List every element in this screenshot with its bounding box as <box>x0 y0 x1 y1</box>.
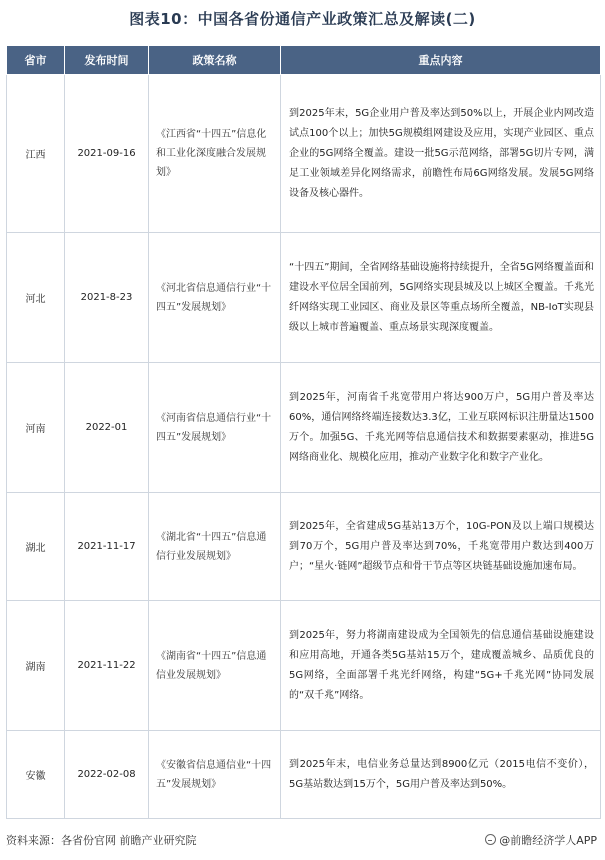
policy-table <box>6 45 601 819</box>
header-province: 省市 <box>7 46 65 75</box>
province-cell: 湖北 <box>7 493 65 601</box>
province-cell: 安徽 <box>7 731 65 819</box>
content-cell: 到2025年，全省建成5G基站13万个，10G-PON及以上端口规模达到70万个，5G用户普及率达到70%，千兆宽带用户数达到400万户；“星火·链网”超级节点和骨干节点等区块链基础设施加速布局。 <box>281 493 601 601</box>
date-cell: 2021-11-17 <box>65 493 149 601</box>
brand-credit-text: @前瞻经济学人APP <box>499 834 597 847</box>
province-cell: 江西 <box>7 75 65 233</box>
table-row <box>7 601 601 731</box>
date-cell: 2021-11-22 <box>65 601 149 731</box>
policy-name-cell: 《河南省信息通信行业“十四五”发展规划》 <box>149 363 281 493</box>
content-cell: 到2025年，河南省千兆宽带用户将达900万户，5G用户普及率达60%，通信网络终端连接数达3.3亿，工业互联网标识注册量达1500万个。加强5G、千兆光网等信息通信技术和数据要素驱动，推进5G网络商业化、规模化应用，推动产业数字化和数字产业化。 <box>281 363 601 493</box>
header-date: 发布时间 <box>65 46 149 75</box>
content-cell: 到2025年末，5G企业用户普及率达到50%以上，开展企业内网改造试点100个以上；加快5G规模组网建设及应用，实现产业园区、重点企业的5G网络全覆盖。建设一批5G示范网络，部署5G切片专网，满足工业领域差异化网络需求，前瞻性布局6G网络发展。发展5G网络设备及核心器件。 <box>281 75 601 233</box>
content-cell: 到2025年末，电信业务总量达到8900亿元（2015电信不变价），5G基站数达到15万个，5G用户普及率达到50%。 <box>281 731 601 819</box>
date-cell: 2021-8-23 <box>65 233 149 363</box>
date-cell: 2022-01 <box>65 363 149 493</box>
table-row <box>7 363 601 493</box>
brand-logo-icon <box>485 834 496 845</box>
policy-name-cell: 《江西省“十四五”信息化和工业化深度融合发展规划》 <box>149 75 281 233</box>
policy-name-cell: 《湖南省“十四五”信息通信业发展规划》 <box>149 601 281 731</box>
policy-name-cell: 《湖北省“十四五”信息通信行业发展规划》 <box>149 493 281 601</box>
header-policy-name: 政策名称 <box>149 46 281 75</box>
source-note: 资料来源：各省份官网 前瞻产业研究院 <box>6 834 197 847</box>
province-cell: 河南 <box>7 363 65 493</box>
table-row <box>7 731 601 819</box>
table-row <box>7 75 601 233</box>
brand-credit <box>485 832 597 848</box>
date-cell: 2022-02-08 <box>65 731 149 819</box>
table-row <box>7 233 601 363</box>
province-cell: 河北 <box>7 233 65 363</box>
province-cell: 湖南 <box>7 601 65 731</box>
date-cell: 2021-09-16 <box>65 75 149 233</box>
policy-name-cell: 《安徽省信息通信业“十四五”发展规划》 <box>149 731 281 819</box>
table-row <box>7 493 601 601</box>
content-cell: 到2025年，努力将湖南建设成为全国领先的信息通信基础设施建设和应用高地，开通各类5G基站15万个，建成覆盖城乡、品质优良的5G网络，全面部署千兆光纤网络，构建“5G+千兆光网”协同发展的“双千兆”网络。 <box>281 601 601 731</box>
header-key-content: 重点内容 <box>281 46 601 75</box>
chart-title: 图表10：中国各省份通信产业政策汇总及解读(二) <box>129 10 476 28</box>
policy-name-cell: 《河北省信息通信行业“十四五”发展规划》 <box>149 233 281 363</box>
table-header-row <box>7 46 601 75</box>
content-cell: “十四五”期间，全省网络基础设施将持续提升，全省5G网络覆盖面和建设水平位居全国前列，5G网络实现县城及以上城区全覆盖。千兆光纤网络实现工业园区、商业及景区等重点场所全覆盖，NB-IoT实现县级以上城市普遍覆盖、重点场景实现深度覆盖。 <box>281 233 601 363</box>
